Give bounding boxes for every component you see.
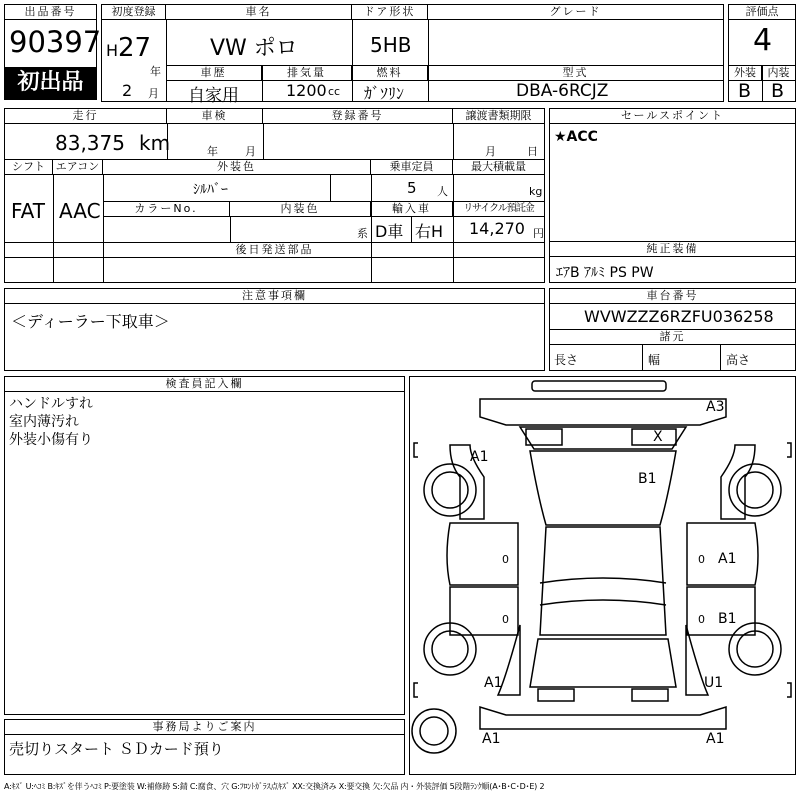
fuel-label: 燃料 [352,66,428,81]
sales-points-box [549,108,796,242]
first-reg-month-unit: 月 [148,87,159,100]
shift-label: シフト [5,160,53,175]
lot-number-box [4,4,102,100]
ext-color-value: ｼﾙﾊﾞｰ [193,182,228,198]
history-label: 車歴 [166,66,262,81]
model-label: 型式 [428,66,723,81]
first-listing-badge: 初出品 [5,67,96,99]
length-label: 長さ [554,353,579,367]
mark-rear-left: A1 [482,731,501,747]
office-label: 事務局よりご案内 [5,720,404,735]
int-score-label: 内装 [762,66,795,81]
import-value2: 右H [415,222,444,241]
capacity-label: 乗車定員 [371,160,453,175]
fuel-value: ｶﾞｿﾘﾝ [364,84,405,103]
caution-label: 注意事項欄 [5,289,544,304]
import-value1: D車 [375,222,404,241]
history-value: 自家用 [188,86,239,106]
ext-score: B [738,80,752,102]
door-mark-1: 0 [502,553,509,566]
door-label: ドア形状 [352,5,428,20]
aircon-label: エアコン [53,160,103,175]
inspector-note-2: 室内薄汚れ [9,414,79,430]
displacement-label: 排気量 [262,66,352,81]
reg-number-label: 登録番号 [263,109,453,124]
displacement-unit: cc [328,85,341,98]
grade-label: グレード [428,5,723,20]
office-box [4,719,405,775]
dimensions-label: 諸元 [550,330,795,345]
recycle-unit: 円 [533,227,544,240]
inspection-month-unit: 月 [245,145,256,158]
score-value: 4 [753,23,773,58]
lot-number-label: 出品番号 [5,5,96,20]
shift-value: FAT [11,199,46,223]
door-mark-2: 0 [502,613,509,626]
first-reg-era: H [106,41,119,60]
inspector-label: 検査員記入欄 [5,377,404,392]
mark-hood-right: B1 [638,471,657,487]
lot-number: 90397 [9,25,102,59]
max-load-unit: kg [529,185,543,198]
width-label: 幅 [648,353,661,367]
mark-right-rear-door: B1 [718,611,737,627]
car-diagram [409,376,796,775]
later-parts-label: 後日発送部品 [5,243,544,258]
int-color-label: 内装色 [230,202,371,217]
inspector-box [4,376,405,715]
door-shape: 5HB [370,33,412,57]
aircon-value: AAC [59,199,101,223]
door-mark-4: 0 [698,613,705,626]
spec-table [4,108,545,283]
equipment-box [549,241,796,283]
deadline-month-unit: 月 [485,145,496,158]
mark-left-rear-fender: A1 [484,675,503,691]
score-label: 評価点 [729,5,795,20]
office-value: 売切りスタート ＳＤカード預り [9,740,224,758]
mark-rear-right: A1 [706,731,725,747]
chassis-label: 車台番号 [550,289,795,304]
mark-right-front-door: A1 [718,551,737,567]
color-no-label: カラーNo. [103,202,230,217]
mark-front-left-fender: A1 [470,449,489,465]
caution-value: ＜ディーラー下取車＞ [11,312,170,331]
model-value: DBA-6RCJZ [516,81,609,101]
car-diagram-drawing [410,377,795,774]
capacity-unit: 人 [437,185,448,198]
car-name: VW ポロ [210,36,298,61]
mark-top-right: A3 [706,399,725,415]
ext-color-label: 外装色 [103,160,371,175]
score-box [728,4,796,102]
recycle-value: 14,270 [469,219,525,238]
car-name-label: 車名 [166,5,352,20]
recycle-label: リサイクル預託金 [453,202,544,217]
equipment-label: 純正装備 [550,242,795,257]
capacity-value: 5 [407,179,417,197]
first-reg-year-unit: 年 [150,65,161,78]
deadline-day-unit: 日 [527,145,538,158]
legend: A:ｷｽﾞ U:ﾍｺﾐ B:ｷｽﾞを伴うﾍｺﾐ P:要塗装 W:補修跡 S:錆 C:腐食、穴 G:ﾌﾛﾝﾄｶﾞﾗｽ点ｷｽﾞ XX:交換済み X:要交換 欠:欠品 内・外装評価 5段階ﾗﾝｸ順(A･B･C･D･E) 2 [4,782,545,791]
displacement-value: 1200 [286,81,327,100]
sales-points-label: セールスポイント [550,109,795,124]
mileage-value: 83,375 [55,131,125,155]
ext-score-label: 外装 [729,66,762,81]
first-reg-label: 初度登録 [102,5,166,20]
caution-box [4,288,545,371]
int-score: B [771,80,785,102]
first-reg-year: 27 [118,33,152,63]
inspection-year-unit: 年 [207,145,218,158]
mark-front-glass: X [653,429,663,445]
inspection-label: 車検 [167,109,263,124]
transfer-deadline-label: 譲渡書類期限 [453,109,544,124]
inspector-note-1: ハンドルすれ [9,396,93,412]
inspector-note-3: 外装小傷有り [9,432,93,448]
mark-right-rear-fender: U1 [704,675,724,691]
height-label: 高さ [726,353,751,367]
sales-points-value: ★ACC [554,129,598,145]
max-load-label: 最大積載量 [453,160,544,175]
int-color-suffix: 系 [357,227,368,240]
import-label: 輸入車 [371,202,453,217]
mileage-label: 走行 [5,109,167,124]
door-mark-3: 0 [698,553,705,566]
first-reg-month: 2 [122,81,133,100]
equipment-value: ｴｱB ｱﾙﾐ PS PW [556,265,654,281]
chassis-box [549,288,796,371]
chassis-value: WVWZZZ6RZFU036258 [584,307,774,326]
mileage-unit: km [139,131,171,155]
vehicle-header-table [101,4,724,106]
